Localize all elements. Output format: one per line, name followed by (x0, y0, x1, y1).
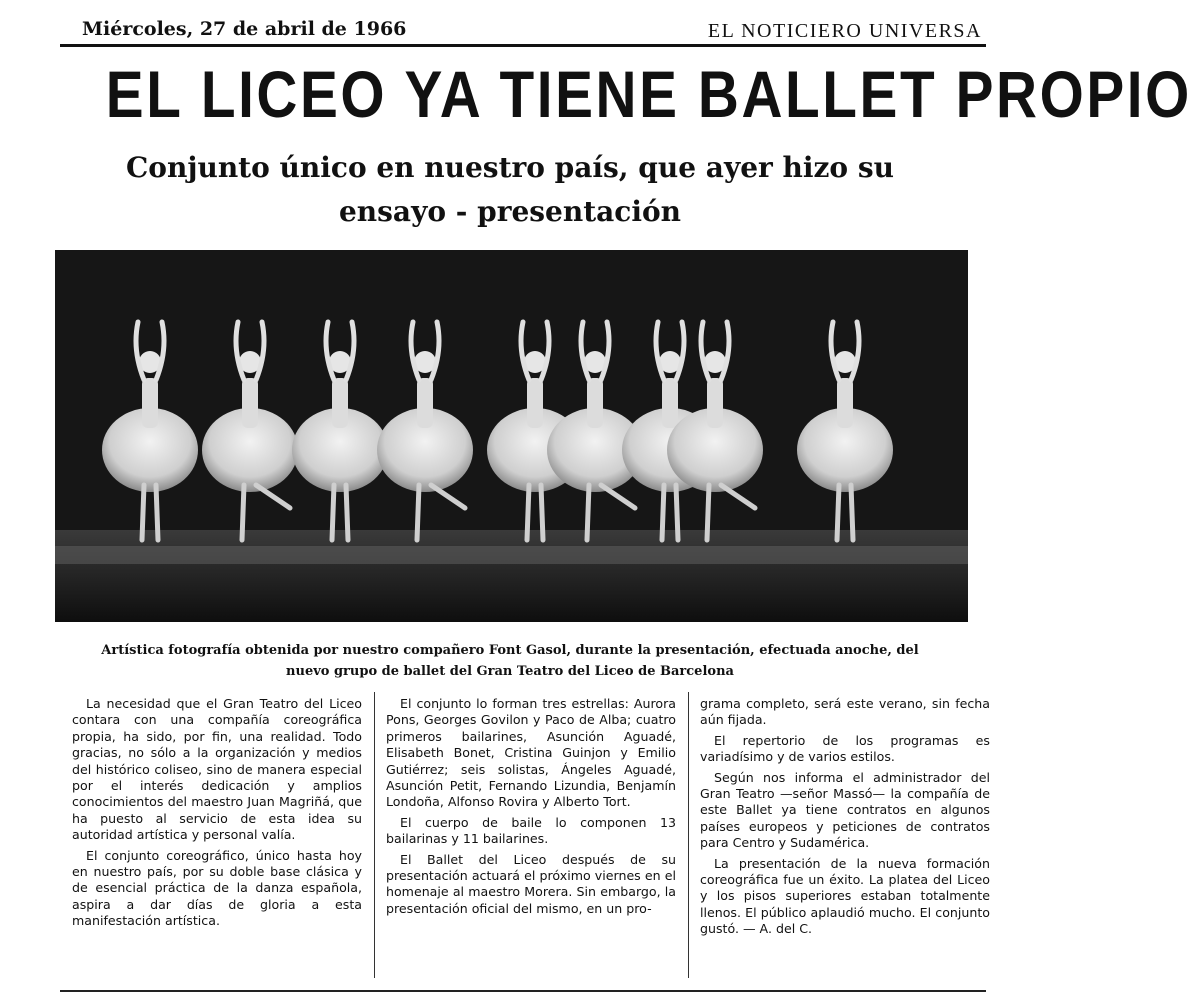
article-paragraph: El Ballet del Liceo después de su presentación actuará el próximo viernes en el homenaje al maestro Morera. Sin embargo, la presentación oficial del mismo, en un pro- (386, 851, 676, 916)
photo-caption (40, 640, 980, 682)
headline: EL LICEO YA TIENE BALLET PROPIO (105, 57, 1192, 131)
article-paragraph: El conjunto lo forman tres estrellas: Aurora Pons, Georges Govilon y Paco de Alba; cuatro primeros bailarines, Asunción Aguadé, Elisabeth Bonet, Cristina Guinjon y Emilio Gutiérrez; seis solistas, Ángeles Aguadé, Asunción Petit, Fernando Lizundia, Benjamín Londoña, Alfonso Rovira y Alberto Tort. (386, 696, 676, 810)
article-paragraph: Según nos informa el administrador del Gran Teatro —señor Massó— la compañía de este Ballet ya tiene contratos en algunos países europeos y peticiones de contratos para Centro y Sudamérica. (700, 769, 990, 851)
column-divider (374, 692, 375, 978)
issue-date: Miércoles, 27 de abril de 1966 (82, 18, 407, 40)
ballerinas-illustration (55, 250, 968, 622)
article-paragraph-continuation: grama completo, será este verano, sin fecha aún fijada. (700, 696, 990, 728)
article-paragraph: La necesidad que el Gran Teatro del Liceo contara con una compañía coreográfica propia, ha sido, por fin, una realidad. Todo gracias, no sólo a la organización y medios del histórico coliseo, sino de manera especial por el interés dedicación y amplios conocimientos del maestro Juan Magriñá, que ha puesto al servicio de esta idea su autoridad artística y personal valía. (72, 696, 362, 843)
subheadline (60, 146, 960, 234)
caption-line-1: Artística fotografía obtenida por nuestro compañero Font Gasol, durante la presentación, efectuada anoche, del (101, 643, 919, 658)
article-column-2 (386, 696, 676, 921)
column-divider (688, 692, 689, 978)
ballet-photo (55, 250, 968, 622)
newspaper-name: EL NOTICIERO UNIVERSA (707, 20, 982, 42)
subheadline-line-1: Conjunto único en nuestro país, que ayer hizo su (126, 151, 894, 184)
caption-line-2: nuevo grupo de ballet del Gran Teatro del Liceo de Barcelona (286, 664, 734, 679)
article-paragraph: El repertorio de los programas es variadísimo y de varios estilos. (700, 732, 990, 765)
bottom-rule (60, 990, 986, 992)
article-column-1 (72, 696, 362, 934)
article-column-3 (700, 696, 990, 942)
article-paragraph: La presentación de la nueva formación coreográfica fue un éxito. La platea del Liceo y los pisos superiores estaban totalmente llenos. El público aplaudió mucho. El conjunto gustó. — A. del C. (700, 855, 990, 937)
article-paragraph: El conjunto coreográfico, único hasta hoy en nuestro país, por su doble base clásica y de esencial práctica de la danza española, aspira a dar días de gloria a esta manifestación artística. (72, 847, 362, 929)
masthead (60, 18, 986, 47)
article-paragraph: El cuerpo de baile lo componen 13 bailarinas y 11 bailarines. (386, 814, 676, 847)
subheadline-line-2: ensayo - presentación (338, 195, 681, 228)
